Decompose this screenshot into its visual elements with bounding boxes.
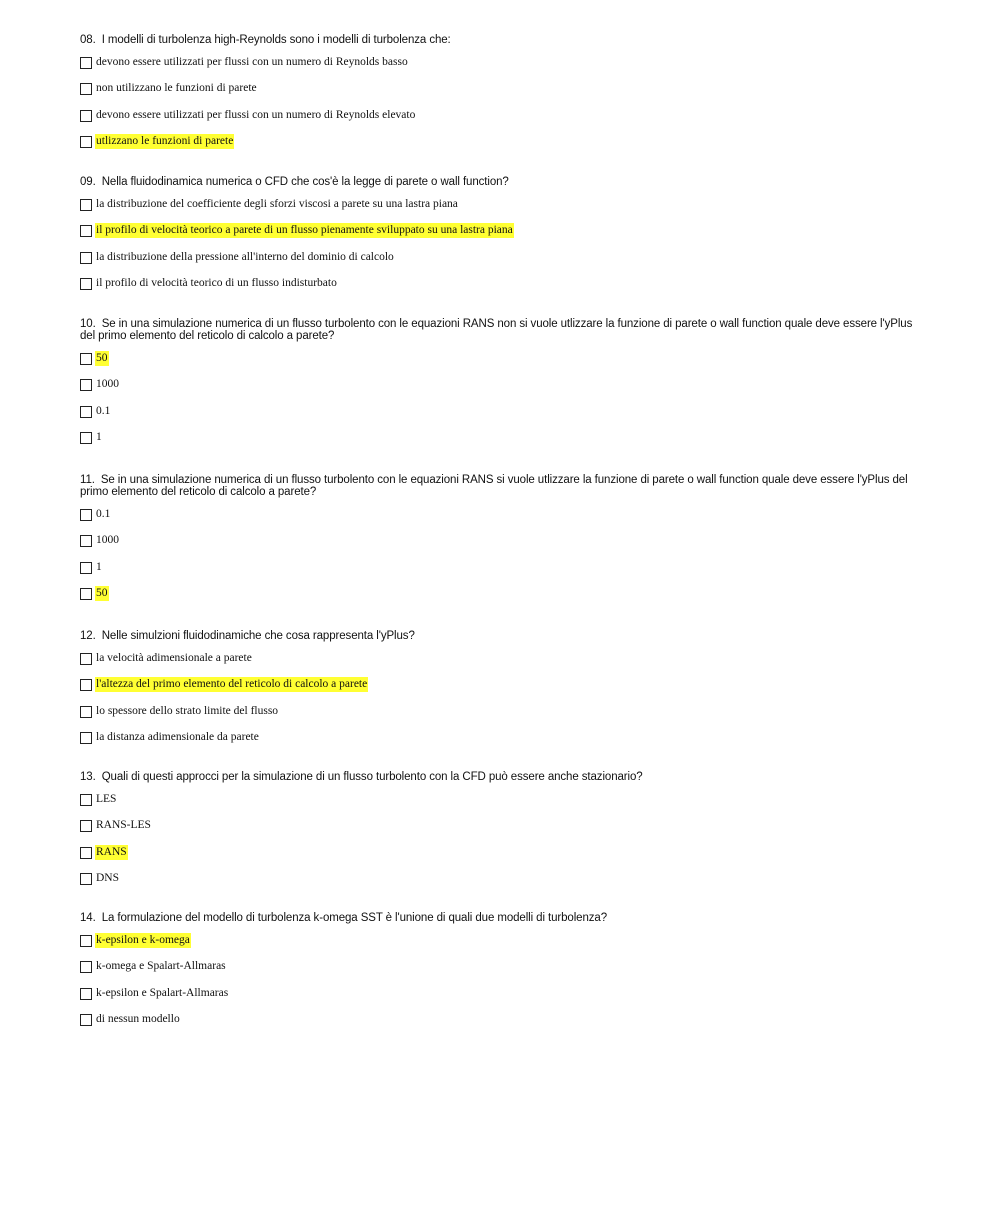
checkbox[interactable]: [80, 988, 92, 1000]
answer-option[interactable]: [80, 223, 920, 249]
answer-label: k-epsilon e Spalart-Allmaras: [96, 986, 229, 999]
answer-options: [80, 933, 920, 1038]
question-number: 11.: [80, 474, 95, 486]
answer-label-highlighted: utlizzano le funzioni di parete: [96, 134, 234, 147]
answer-label-highlighted: l'altezza del primo elemento del reticolo di calcolo a parete: [96, 678, 368, 691]
answer-label: DNS: [96, 871, 120, 884]
checkbox[interactable]: [80, 873, 92, 885]
answer-label: la distanza adimensionale da parete: [96, 730, 259, 743]
checkbox[interactable]: [80, 562, 92, 574]
checkbox[interactable]: [80, 110, 92, 122]
answer-options: [80, 792, 920, 897]
answer-option[interactable]: [80, 586, 920, 612]
checkbox[interactable]: [80, 225, 92, 237]
question-prompt: Nelle simulzioni fluidodinamiche che cosa rappresenta l'yPlus?: [101, 630, 415, 642]
answer-options: [80, 351, 920, 456]
answer-options: [80, 197, 920, 302]
checkbox[interactable]: [80, 820, 92, 832]
answer-label-highlighted: 50: [96, 352, 108, 364]
question-6: [80, 771, 920, 897]
answer-label: di nessun modello: [96, 1012, 180, 1025]
answer-option[interactable]: [80, 250, 920, 276]
question-number: 08.: [80, 34, 96, 46]
answer-option[interactable]: [80, 55, 920, 81]
answer-option[interactable]: [80, 197, 920, 223]
answer-label: 1000: [96, 378, 119, 391]
checkbox[interactable]: [80, 509, 92, 521]
answer-option[interactable]: [80, 933, 920, 959]
question-number: 12.: [80, 630, 96, 642]
question-text: [80, 771, 920, 783]
answer-label: 1: [96, 560, 102, 573]
checkbox[interactable]: [80, 432, 92, 444]
answer-label: devono essere utilizzati per flussi con un numero di Reynolds basso: [96, 56, 408, 68]
answer-options: [80, 507, 920, 612]
question-number: 09.: [80, 176, 96, 188]
answer-option[interactable]: [80, 651, 920, 677]
answer-label: la distribuzione del coefficiente degli sforzi viscosi a parete su una lastra piana: [96, 198, 458, 210]
question-prompt: Se in una simulazione numerica di un flusso turbolento con le equazioni RANS non si vuole utlizzare la funzione di parete o wall function quale deve essere l'yPlus del primo elemento del reticolo di calcolo a parete?: [80, 318, 913, 342]
answer-label: RANS-LES: [96, 819, 151, 832]
question-text: [80, 176, 920, 188]
answer-label: 0.1: [96, 508, 111, 520]
answer-option[interactable]: [80, 351, 920, 377]
checkbox[interactable]: [80, 935, 92, 947]
question-text: [80, 474, 920, 498]
checkbox[interactable]: [80, 353, 92, 365]
question-prompt: Se in una simulazione numerica di un flusso turbolento con le equazioni RANS si vuole utlizzare la funzione di parete o wall function quale deve essere l'yPlus del primo elemento del reticolo di calcolo a parete?: [80, 474, 908, 498]
question-text: [80, 912, 920, 924]
answer-label: LES: [96, 793, 117, 805]
checkbox[interactable]: [80, 679, 92, 691]
answer-option[interactable]: [80, 430, 920, 456]
answer-label: k-omega e Spalart-Allmaras: [96, 960, 226, 973]
answer-label-highlighted: 50: [96, 586, 108, 599]
question-number: 10.: [80, 318, 96, 330]
question-text: [80, 318, 920, 342]
answer-label: la distribuzione della pressione all'interno del dominio di calcolo: [96, 250, 394, 263]
answer-option[interactable]: [80, 404, 920, 430]
question-7: [80, 912, 920, 1038]
answer-option[interactable]: [80, 533, 920, 559]
answer-label: non utilizzano le funzioni di parete: [96, 82, 257, 95]
answer-label: 0.1: [96, 404, 111, 417]
checkbox[interactable]: [80, 653, 92, 665]
question-text: [80, 34, 920, 46]
answer-label-highlighted: k-epsilon e k-omega: [96, 934, 190, 946]
checkbox[interactable]: [80, 379, 92, 391]
answer-label: la velocità adimensionale a parete: [96, 652, 252, 664]
checkbox[interactable]: [80, 199, 92, 211]
answer-option[interactable]: [80, 276, 920, 302]
question-prompt: I modelli di turbolenza high-Reynolds sono i modelli di turbolenza che:: [101, 34, 451, 46]
checkbox[interactable]: [80, 1014, 92, 1026]
answer-option[interactable]: [80, 134, 920, 160]
checkbox[interactable]: [80, 706, 92, 718]
answer-option[interactable]: [80, 377, 920, 403]
checkbox[interactable]: [80, 83, 92, 95]
checkbox[interactable]: [80, 252, 92, 264]
question-text: [80, 630, 920, 642]
question-prompt: La formulazione del modello di turbolenza k-omega SST è l'unione di quali due modelli di turbolenza?: [101, 912, 608, 924]
answer-label-highlighted: RANS: [96, 845, 127, 858]
answer-options: [80, 651, 920, 756]
answer-label: devono essere utilizzati per flussi con un numero di Reynolds elevato: [96, 108, 416, 121]
checkbox[interactable]: [80, 794, 92, 806]
answer-options: [80, 55, 920, 160]
answer-option[interactable]: [80, 704, 920, 730]
checkbox[interactable]: [80, 535, 92, 547]
answer-option[interactable]: [80, 108, 920, 134]
question-2: [80, 176, 920, 302]
checkbox[interactable]: [80, 847, 92, 859]
checkbox[interactable]: [80, 136, 92, 148]
question-prompt: Quali di questi approcci per la simulazione di un flusso turbolento con la CFD può essere anche stazionario?: [101, 771, 643, 783]
answer-label: 1: [96, 430, 102, 443]
answer-label-highlighted: il profilo di velocità teorico a parete di un flusso pienamente sviluppato su una lastra piana: [96, 224, 513, 237]
checkbox[interactable]: [80, 278, 92, 290]
answer-option[interactable]: [80, 730, 920, 756]
checkbox[interactable]: [80, 588, 92, 600]
answer-option[interactable]: [80, 507, 920, 533]
answer-option[interactable]: [80, 560, 920, 586]
answer-option[interactable]: [80, 818, 920, 844]
answer-label: il profilo di velocità teorico di un flusso indisturbato: [96, 276, 337, 289]
checkbox[interactable]: [80, 406, 92, 418]
question-1: [80, 34, 920, 160]
question-number: 14.: [80, 912, 96, 924]
checkbox[interactable]: [80, 732, 92, 744]
checkbox[interactable]: [80, 961, 92, 973]
answer-option[interactable]: [80, 1012, 920, 1038]
question-number: 13.: [80, 771, 96, 783]
answer-option[interactable]: [80, 959, 920, 985]
question-4: [80, 474, 920, 612]
answer-option[interactable]: [80, 677, 920, 703]
question-prompt: Nella fluidodinamica numerica o CFD che cos'è la legge di parete o wall function?: [101, 176, 509, 188]
answer-label: lo spessore dello strato limite del flusso: [96, 704, 279, 717]
question-3: [80, 318, 920, 456]
answer-option[interactable]: [80, 792, 920, 818]
answer-option[interactable]: [80, 871, 920, 897]
answer-option[interactable]: [80, 986, 920, 1012]
checkbox[interactable]: [80, 57, 92, 69]
question-5: [80, 630, 920, 756]
answer-label: 1000: [96, 534, 119, 547]
answer-option[interactable]: [80, 845, 920, 871]
answer-option[interactable]: [80, 81, 920, 107]
